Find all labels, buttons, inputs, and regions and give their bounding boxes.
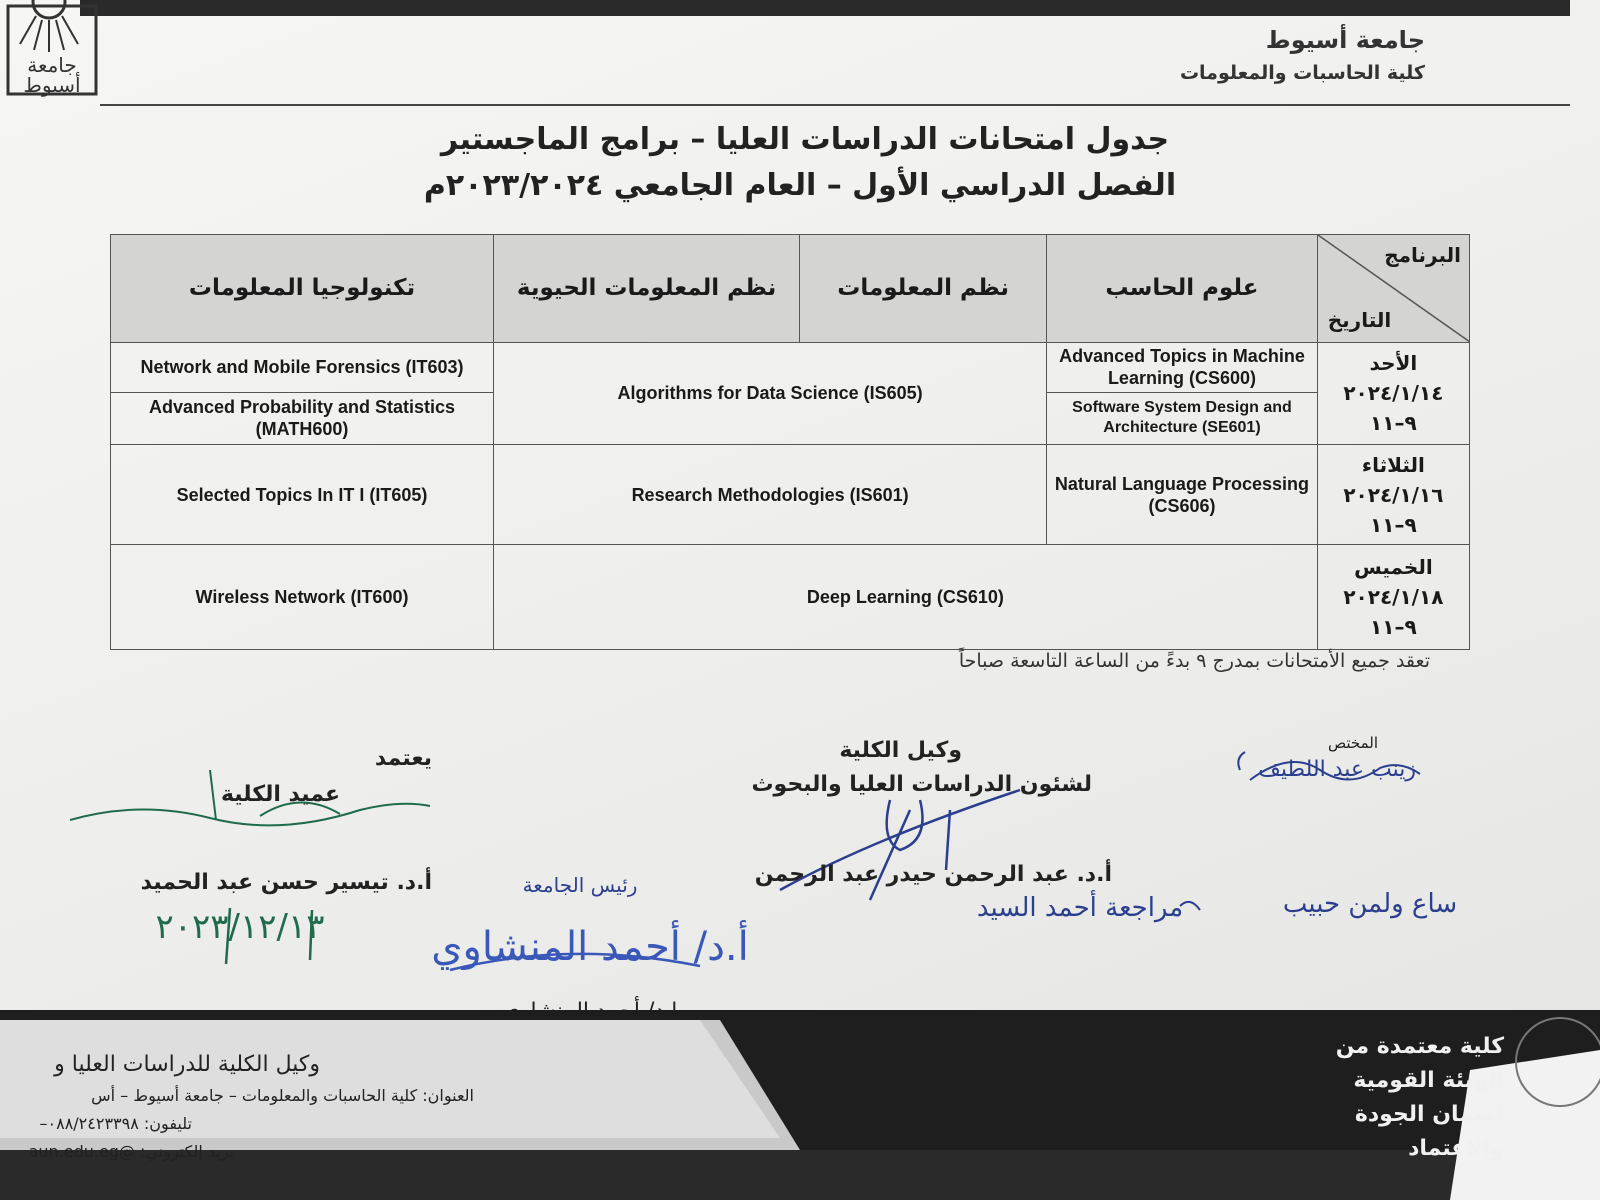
corner-header-cell: [1317, 235, 1469, 343]
footer-email: بريد إلكتروني: @aun.edu.eg: [28, 1142, 234, 1161]
footer-address: العنوان: كلية الحاسبات والمعلومات – جامعة أسيوط – أس: [91, 1086, 474, 1105]
table-row: [111, 545, 1470, 650]
course-cell: Advanced Topics in Machine Learning (CS600): [1047, 342, 1318, 392]
top-dark-band: [80, 0, 1570, 16]
day-time: ٩–١١: [1370, 411, 1417, 436]
university-logo: [4, 0, 100, 100]
table-header-row: [111, 235, 1470, 343]
day-cell: [1317, 342, 1469, 444]
column-header-bis: نظم المعلومات الحيوية: [494, 235, 800, 343]
course-cell: Natural Language Processing (CS606): [1047, 445, 1318, 545]
column-header-it: تكنولوجيا المعلومات: [111, 235, 494, 343]
table-row: [111, 342, 1470, 392]
day-time: ٩–١١: [1370, 615, 1417, 640]
faculty-name: كلية الحاسبات والمعلومات: [1179, 62, 1425, 84]
page-footer: [0, 1010, 1600, 1200]
day-date: ٢٠٢٤/١/١٦: [1343, 482, 1444, 507]
course-cell: Research Methodologies (IS601): [494, 445, 1047, 545]
table-row: [111, 445, 1470, 545]
accreditation-text: كلية معتمدة من الهيئة القومية لضمان الجودة والاعتماد: [1335, 1034, 1504, 1161]
vice-dean-name: أ.د. عبد الرحمن حيدر عبد الرحمن: [754, 862, 1112, 887]
course-cell: Software System Design and Architecture (SE601): [1047, 392, 1318, 444]
dean-signature: [60, 770, 440, 850]
day-cell: [1317, 545, 1469, 650]
footer-phone: تليفون: ٠٨٨/٢٤٢٣٣٩٨–: [39, 1114, 192, 1133]
vice-dean-subtitle: لشئون الدراسات العليا والبحوث: [751, 772, 1092, 797]
specialist-signature: [1230, 740, 1430, 800]
column-header-cs: علوم الحاسب: [1047, 235, 1318, 343]
specialist-label: المختص: [1328, 734, 1378, 752]
day-time: ٩–١١: [1370, 512, 1417, 537]
svg-text:أسيوط: أسيوط: [23, 73, 81, 97]
president-stamp-name: أ.د/ أحمد المنشاوي: [431, 924, 749, 970]
reviewer-handwriting: مراجعة أحمد السيد: [976, 893, 1184, 923]
exam-schedule-table: [110, 234, 1470, 650]
specialist-handwriting: زينب عبد اللطيف: [1258, 757, 1416, 782]
course-cell: Wireless Network (IT600): [111, 545, 494, 650]
dean-date-handwritten: [100, 900, 380, 970]
day-name: الأحد: [1369, 351, 1418, 376]
day-name: الخميس: [1354, 555, 1433, 580]
university-name: جامعة أسيوط: [1265, 26, 1425, 54]
president-signature: [431, 870, 749, 1030]
svg-text:جامعة: جامعة: [27, 53, 77, 77]
day-name: الثلاثاء: [1361, 452, 1425, 477]
writer-reviewer-signatures: [976, 876, 1500, 936]
day-date: ٢٠٢٤/١/١٨: [1343, 585, 1444, 610]
vice-dean-title: وكيل الكلية: [839, 738, 962, 763]
header-divider: [100, 104, 1570, 106]
document-title: جدول امتحانات الدراسات العليا – برامج الماجستير: [440, 122, 1170, 157]
course-cell: Advanced Probability and Statistics (MATH600): [111, 392, 494, 444]
corner-program-label: البرنامج: [1384, 243, 1461, 267]
writer-handwriting: ساع ولمن حبيب: [1282, 889, 1458, 919]
column-header-is: نظم المعلومات: [800, 235, 1047, 343]
document-subtitle: الفصل الدراسي الأول – العام الجامعي ٢٠٢٣/٢٠٢٤م: [423, 168, 1177, 203]
course-cell: Deep Learning (CS610): [494, 545, 1318, 650]
footer-vice-office: وكيل الكلية للدراسات العليا و: [54, 1052, 320, 1077]
course-cell: Network and Mobile Forensics (IT603): [111, 342, 494, 392]
corner-date-label: التاريخ: [1327, 307, 1392, 332]
dean-title: عميد الكلية: [220, 782, 340, 807]
vice-dean-signature: [770, 780, 1030, 910]
approve-label: يعتمد: [374, 746, 432, 771]
exam-location-note: تعقد جميع الأمتحانات بمدرج ٩ بدءً من الساعة التاسعة صباحاً: [958, 650, 1430, 672]
president-label: رئيس الجامعة: [522, 873, 638, 897]
course-cell: Algorithms for Data Science (IS605): [494, 342, 1047, 444]
day-date: ٢٠٢٤/١/١٤: [1343, 381, 1444, 406]
day-cell: [1317, 445, 1469, 545]
dean-name: أ.د. تيسير حسن عبد الحميد: [140, 870, 432, 895]
dean-date-text: ٢٠٢٣/١٢/١٣: [155, 907, 325, 947]
course-cell: Selected Topics In IT I (IT605): [111, 445, 494, 545]
